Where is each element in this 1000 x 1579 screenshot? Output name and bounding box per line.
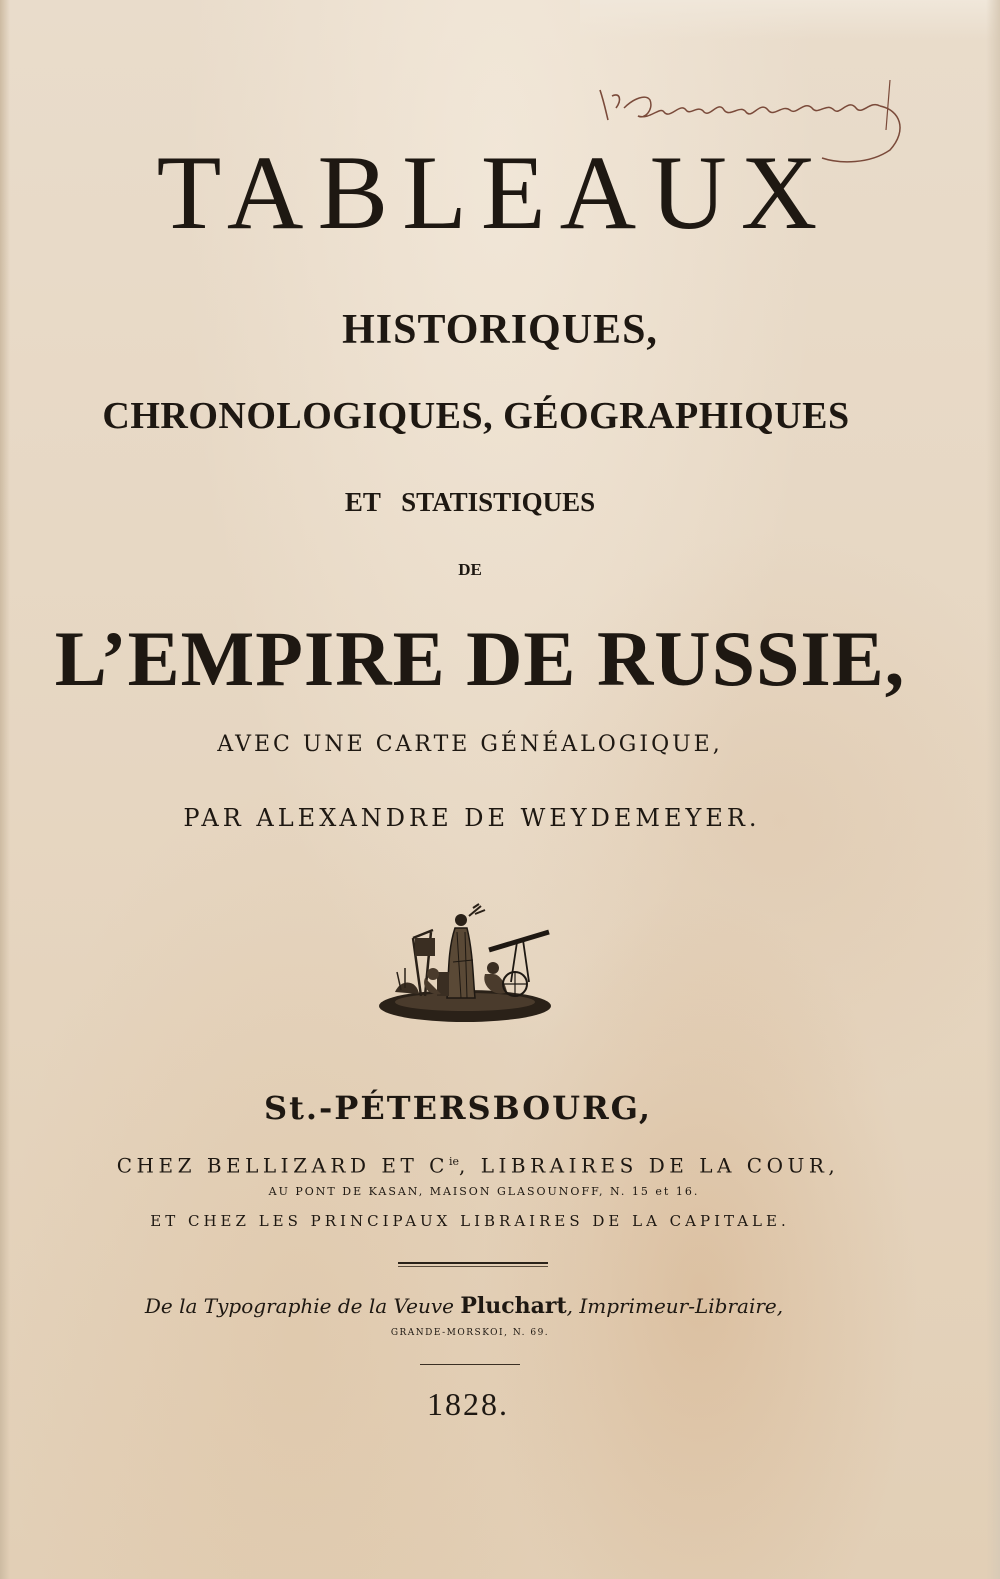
printer-line: [0, 1290, 964, 1322]
subtitle-statistiques: ET STATISTIQUES: [344, 487, 596, 517]
author-line: PAR ALEXANDRE DE WEYDEMEYER.: [183, 804, 761, 832]
allegorical-vignette: [377, 902, 557, 1028]
book-title: TABLEAUX: [156, 134, 832, 251]
printer-prefix: De la Typographie de la Veuve: [144, 1294, 461, 1318]
printer-role: , Imprimeur-Libraire,: [566, 1294, 784, 1318]
imprint-address: AU PONT DE KASAN, MAISON GLASOUNOFF, N. 15 et 16.: [268, 1185, 700, 1198]
imprint-city: St.-PÉTERSBOURG,: [263, 1089, 652, 1127]
printer-name: Pluchart: [460, 1293, 567, 1319]
printer-address: GRANDE-MORSKOI, N. 69.: [390, 1328, 550, 1338]
publisher-name: CHEZ BELLIZARD ET C: [116, 1153, 449, 1178]
divider-rule-thin: [398, 1266, 548, 1267]
publisher-role: , LIBRAIRES DE LA COUR,: [459, 1153, 840, 1178]
divider-rule-small: [420, 1364, 520, 1365]
imprint-also-sold: ET CHEZ LES PRINCIPAUX LIBRAIRES DE LA CAPITALE.: [150, 1212, 790, 1230]
publisher-superscript: ie: [448, 1155, 459, 1168]
divider-rule: [398, 1262, 548, 1264]
genealogical-map-note: AVEC UNE CARTE GÉNÉALOGIQUE,: [217, 732, 723, 757]
publication-year: 1828.: [427, 1386, 509, 1422]
main-subject: L’EMPIRE DE RUSSIE,: [54, 615, 906, 702]
connector-de: DE: [458, 560, 482, 579]
subtitle-historiques: HISTORIQUES,: [342, 307, 658, 353]
subtitle-chronologiques: CHRONOLOGIQUES, GÉOGRAPHIQUES: [102, 395, 850, 437]
imprint-publisher: [0, 1146, 978, 1182]
torn-corner: [580, 0, 1000, 40]
